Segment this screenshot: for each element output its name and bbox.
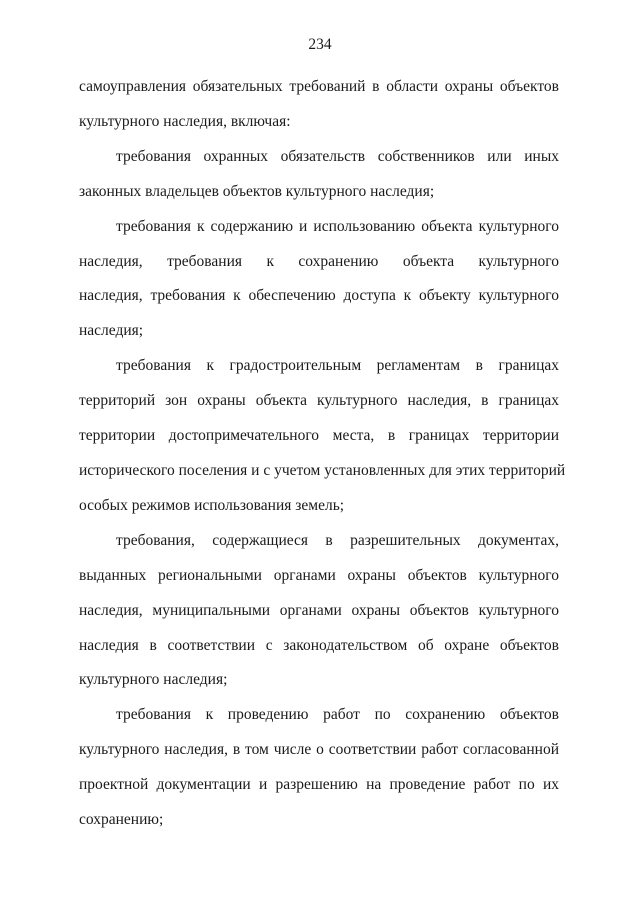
text-line: сохранению;: [79, 811, 164, 829]
paragraph: [79, 140, 559, 210]
paragraph: [79, 524, 559, 699]
text-line: требования к проведению работ по сохранению объектов: [116, 706, 559, 724]
paragraph: [79, 210, 559, 350]
paragraph: [79, 349, 566, 524]
text-line: территории достопримечательного места, в границах территории: [79, 427, 559, 445]
text-line: культурного наследия, включая:: [79, 112, 291, 130]
text-line: наследия;: [79, 322, 144, 340]
text-line: культурного наследия;: [79, 671, 228, 689]
text-line: требования к содержанию и использованию объекта культурного: [116, 217, 559, 235]
text-line: наследия, муниципальными органами охраны объектов культурного: [79, 601, 559, 619]
text-line: культурного наследия, в том числе о соответствии работ согласованной: [79, 741, 559, 759]
text-line: требования охранных обязательств собственников или иных: [116, 147, 559, 165]
text-line: территорий зон охраны объекта культурного наследия, в границах: [79, 392, 559, 410]
text-line: наследия, требования к сохранению объекта культурного: [79, 252, 559, 270]
text-line: наследия в соответствии с законодательством об охране объектов: [79, 636, 559, 654]
paragraph: [79, 70, 559, 140]
text-line: требования к градостроительным регламентам в границах: [116, 357, 559, 375]
paragraph: [79, 698, 559, 838]
text-line: выданных региональными органами охраны объектов культурного: [79, 566, 559, 584]
text-line: особых режимов использования земель;: [79, 496, 345, 514]
text-line: самоуправления обязательных требований в области охраны объектов: [79, 78, 559, 95]
text-line: требования, содержащиеся в разрешительных документах,: [116, 531, 559, 549]
text-line: законных владельцев объектов культурного наследия;: [79, 182, 435, 200]
text-line: исторического поселения и с учетом установленных для этих территорий: [79, 461, 566, 479]
text-line: наследия, требования к обеспечению доступа к объекту культурного: [79, 287, 559, 305]
document-body: [79, 70, 566, 838]
text-line: проектной документации и разрешению на проведение работ по их: [79, 776, 559, 794]
page-number: 234: [308, 36, 332, 53]
